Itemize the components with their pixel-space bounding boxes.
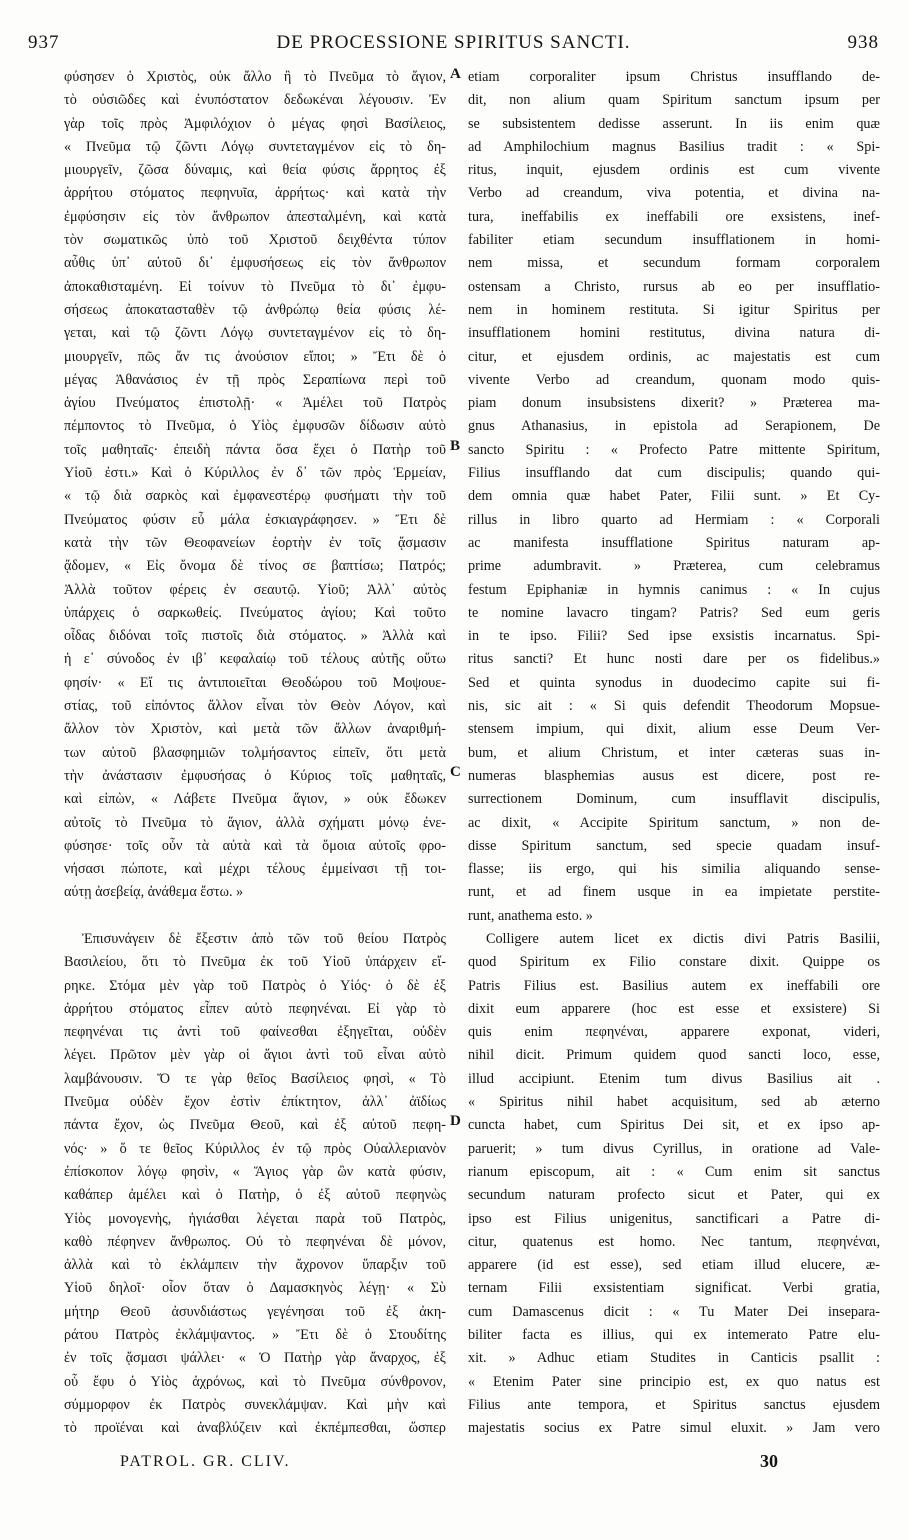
greek-text-line: ἐπίσκοπον λόγῳ φησὶν, « Ἅγιος γὰρ ὢν κατὰ φύσιν, xyxy=(64,1163,446,1180)
greek-text-line: Υἱοῦ δηλοῖ· οἷον ὅταν ὁ Δαμασκηνὸς λέγῃ· « Σὺ xyxy=(64,1280,446,1297)
latin-text-line: prime adumbravit. » Præterea, cum celebramus xyxy=(468,558,880,575)
margin-letter-b: B xyxy=(450,438,461,454)
greek-text-line: οὗ ἔφυ ὁ Υἱὸς ἀχρόνως, καὶ τὸ Πνεῦμα σύνθρονον, xyxy=(64,1373,446,1390)
greek-text-line: σήσεως ἀποκατασταθὲν τῷ ἀνθρώπῳ θεία φύσις λέ- xyxy=(64,301,446,318)
latin-text-line: « Etenim Pater sine principio est, ex quo natus est xyxy=(468,1373,880,1390)
margin-letter-c: C xyxy=(450,764,461,780)
latin-text-line: secundum naturam profecto sicut et Pater, qui ex xyxy=(468,1187,880,1204)
greek-text-line: νήσασι πώποτε, καὶ μέχρι τέλους ἐμμείνασι τῇ τοι- xyxy=(64,861,446,878)
greek-text-line: γὰρ τοῖς πρὸς Ἀμφιλόχιον ὁ μέγας φησὶ Βασίλειος, xyxy=(64,115,446,132)
latin-text-line: ad Amphilochium magnus Basilius tradit : « Spi- xyxy=(468,138,880,155)
latin-text-line: illud accipiunt. Etenim tum divus Basilius ait . xyxy=(468,1070,880,1087)
latin-text-line: ternam Filii exsistentiam significat. Verbi gratia, xyxy=(468,1280,880,1297)
latin-text-line: vivente Verbo ad creandum, quonam modo quis- xyxy=(468,371,880,388)
greek-text-line: Υἱὸς μονογενὴς, ἡγιάσθαι λέγεται παρὰ τοῦ Πατρὸς, xyxy=(64,1210,446,1227)
greek-text-line: Υἱοῦ ἐστι.» Καὶ ὁ Κύριλλος ἐν δ᾽ τῶν πρὸς Ἑρμείαν, xyxy=(64,465,446,482)
greek-text-line: μιουργεῖν, πῶς ἄν τις ἀνούσιον εἴποι; » Ἔτι δὲ ὁ xyxy=(64,348,446,365)
greek-text-line: ἁγίου Πνεύματος ἐπιστολῇ· « Ἀμέλει τοῦ Πατρὸς xyxy=(64,395,446,412)
footer-series-label: PATROL. GR. CLIV. xyxy=(120,1453,291,1470)
latin-text-line: sancto Spiritu : « Profecto Patre mittente Spiritum, xyxy=(468,441,880,458)
latin-text-line: te nomine lavacro tingam? Patris? Sed eum geris xyxy=(468,604,880,621)
latin-text-line: paruerit; » tum divus Cyrillus, in oratione ad Vale- xyxy=(468,1140,880,1157)
greek-text-line: καὶ εἰπὼν, « Λάβετε Πνεῦμα ἅγιον, » οὐκ ἔδωκεν xyxy=(64,791,446,808)
latin-text-line: « Spiritus nihil habet acquisitum, sed ab æterno xyxy=(468,1094,880,1111)
greek-text-line: ἐν τοῖς ᾄσμασι ψάλλει· « Ὁ Πατὴρ γὰρ ἄναρχος, ἐξ xyxy=(64,1350,446,1367)
page-number-left: 937 xyxy=(28,32,60,53)
latin-text-line: cum Damascenus dicit : « Tu Mater Dei insepara- xyxy=(468,1303,880,1320)
greek-text-line: τὸν σωματικῶς ὑπὸ τοῦ Χριστοῦ δειχθέντα τύπον xyxy=(64,232,446,249)
greek-text-line: φύσησε· τοῖς οὖν τὰ αὐτὰ καὶ τὰ ὅμοια αὐτοῖς φρο- xyxy=(64,837,446,854)
running-title: DE PROCESSIONE SPIRITUS SANCTI. xyxy=(276,32,631,53)
latin-text-line: biliter facta es illius, qui ex intemerato Patre elu- xyxy=(468,1327,880,1344)
latin-text-line: rillus in libro quarto ad Hermiam : « Corporali xyxy=(468,511,880,528)
latin-text-line: Verbo ad creandum, viva potentia, et divina na- xyxy=(468,185,880,202)
latin-text-line: nihil dicit. Primum quidem quod sancti loco, esse, xyxy=(468,1047,880,1064)
greek-text-line: « Πνεῦμα τῷ ζῶντι Λόγῳ συντεταγμένον εἰς τὸ δη- xyxy=(64,138,446,155)
latin-text-line: cuncta habet, cum Spiritus Dei sit, et ex ipso ap- xyxy=(468,1117,880,1134)
latin-text-line: citur, quatenus est homo. Nec tantum, πεφηνέναι, xyxy=(468,1233,880,1250)
latin-text-line: surrectionem Dominum, cum insufflavit discipulis, xyxy=(468,791,880,808)
greek-text-line: ἀρρήτου στόματος εἶπεν αὐτὸ πεφηνέναι. Εἰ γὰρ τὸ xyxy=(64,1000,446,1017)
greek-text-line: στίας, τοῦ εἰπόντος ἄλλον εἶναι τὸν Θεὸν Λόγον, καὶ xyxy=(64,698,446,715)
greek-text-line: Βασιλείου, ὅτι τὸ Πνεῦμα ἐκ τοῦ Υἱοῦ ὑπάρχειν εἴ- xyxy=(64,954,446,971)
greek-text-line: πάντα ἔχον, ὡς Πνεῦμα Θεοῦ, καὶ ἐξ αὐτοῦ πεφη- xyxy=(64,1117,446,1134)
latin-text-line: stensem impium, qui dixit, alium esse Deum Ver- xyxy=(468,721,880,738)
latin-text-line: dixit eum apparere (hoc est esse et exsistere) Si xyxy=(468,1000,880,1017)
greek-text-line: ἀρρήτου στόματος πεφηνυῖα, ἀρρήτως· καὶ κατὰ τὴν xyxy=(64,185,446,202)
latin-text-line: quis enim πεφηνέναι, apparere exponat, videri, xyxy=(468,1024,880,1041)
greek-text-line: μήτηρ Θεοῦ ἀσυνδιάστως γεγένησαι τοῦ ἐξ ἀκη- xyxy=(64,1303,446,1320)
latin-text-line: Filius insufflando dat cum discipulis; quando qui- xyxy=(468,465,880,482)
greek-text-line: Ἀλλὰ τοῦτον φέρεις ἐν σεαυτῷ. Υἱοῦ; Ἀλλ᾽ αὐτὸς xyxy=(64,581,446,598)
latin-text-line: citur, et ejusdem ordinis, ac majestatis est cum xyxy=(468,348,880,365)
latin-text-line: ipso est Filius unigenitus, sanctificari a Patre di- xyxy=(468,1210,880,1227)
latin-text-line: xit. » Adhuc etiam Studites in Canticis psallit : xyxy=(468,1350,880,1367)
latin-text-line: Colligere autem licet ex dictis divi Patris Basilii, xyxy=(486,930,880,947)
greek-text-line: καθάπερ ἀμέλει καὶ ὁ Πατὴρ, ὁ ἐξ αὐτοῦ πεφηνὼς xyxy=(64,1187,446,1204)
latin-text-line: tura, ineffabilis ex ineffabili ore exsistens, inef- xyxy=(468,208,880,225)
latin-text-line: ritus, inquit, ejusdem ordinis est cum vivente xyxy=(468,162,880,179)
greek-text-line: αύτῃ ἀσεβείᾳ, ἀνάθεμα ἔστω. » xyxy=(64,884,244,901)
latin-text-line: se subsistentem dedisse asserunt. In iis enim quæ xyxy=(468,115,880,132)
greek-text-line: ράτου Πατρὸς ἐκλάμψαντος. » Ἔτι δὲ ὁ Στουδίτης xyxy=(64,1327,446,1344)
latin-text-line: in te ipso. Filii? Sed ipse exsistis incarnatus. Spi- xyxy=(468,628,880,645)
latin-text-line: runt, et ad finem usque in ea impietate perstite- xyxy=(468,884,880,901)
greek-text-line: λαμβάνουσιν. Ὅ τε γὰρ θεῖος Βασίλειος φησὶ, « Τὸ xyxy=(64,1070,446,1087)
latin-text-line: flasse; iis ergo, qui his similia aliquando sense- xyxy=(468,861,880,878)
page-number-right: 938 xyxy=(847,32,879,53)
greek-text-line: σύμμορφον ἐκ Πατρὸς συνεκλάμψαν. Καὶ μὴν καὶ xyxy=(64,1396,446,1413)
latin-text-line: rianum episcopum, ait : « Cum enim sit sanctus xyxy=(468,1163,880,1180)
latin-text-line: insufflationem homini restitutus, divina natura di- xyxy=(468,325,880,342)
latin-text-line: Filius ante tempora, et Spiritus sanctus ejusdem xyxy=(468,1396,880,1413)
greek-text-line: « τῷ διὰ σαρκὸς καὶ ἐμφανεστέρῳ φυσήματι τὴν τοῦ xyxy=(64,488,446,505)
greek-text-column xyxy=(64,66,446,1441)
latin-text-line: numeras blasphemias ausus est dicere, post re- xyxy=(468,767,880,784)
greek-text-line: αὖθις ὑπ᾽ αὐτοῦ δι᾽ ἐμφυσήσεως εἰς τὸν ἄνθρωπον xyxy=(64,255,446,272)
latin-text-line: nis, sic ait : « Si quis defendit Theodorum Mopsue- xyxy=(468,698,880,715)
greek-text-line: νός· » ὅ τε θεῖος Κύριλλος ἐν τῷ πρὸς Οὐαλλεριανὸν xyxy=(64,1140,446,1157)
latin-text-line: dit, non alium quam Spiritum sanctum ipsum per xyxy=(468,92,880,109)
greek-text-line: μιουργεῖν, ζῶσα δύναμις, καὶ θεία φύσις ἄρρητος ἐξ xyxy=(64,162,446,179)
greek-text-line: αὐτοῖς τὸ Πνεῦμα τὸ ἅγιον, ἀλλὰ σχήματι μόνῳ ἐνε- xyxy=(64,814,446,831)
latin-text-line: ac manifesta insufflatione Spiritus naturam ap- xyxy=(468,534,880,551)
latin-text-line: ac dixit, « Accipite Spiritum sanctum, » non de- xyxy=(468,814,880,831)
latin-text-line: ritus sancti? Et hunc nosti dare per os fidelibus.» xyxy=(468,651,880,668)
greek-text-line: πεφηνέναι τις ἀντὶ τοῦ φαίνεσθαι ἐξηγεῖται, οὐδὲν xyxy=(64,1024,446,1041)
greek-text-line: ὑπάρχεις ὁ σαρκωθείς. Πνεύματος ἁγίου; Καὶ τοῦτο xyxy=(64,604,446,621)
latin-text-line: Sed et quinta synodus in duodecimo capite sui fi- xyxy=(468,674,880,691)
latin-text-line: fabiliter etiam secundum insufflationem in homi- xyxy=(468,232,880,249)
latin-text-line: apparere (id est esse), sed etiam illud elucere, æ- xyxy=(468,1257,880,1274)
greek-text-line: οἶδας διδόναι τοῖς πιστοῖς διὰ στόματος. » Ἀλλὰ καὶ xyxy=(64,628,446,645)
greek-text-line: ᾄδομεν, « Εἰς ὄνομα δὲ τίνος σε βαπτίσω; Πατρός; xyxy=(64,558,446,575)
greek-text-line: ἀποκαθισταμένη. Εἰ τοίνυν τὸ Πνεῦμα τὸ δι᾽ ἐμφυ- xyxy=(64,278,446,295)
latin-text-line: gnus Athanasius, in epistola ad Serapionem, De xyxy=(468,418,880,435)
latin-text-line: festum Epiphaniæ in hymnis canimus : « In cujus xyxy=(468,581,880,598)
latin-text-line: disse Spiritum sanctum, sed specie quadam insuf- xyxy=(468,837,880,854)
footer-signature-number: 30 xyxy=(760,1451,778,1471)
latin-text-line: ostensam a Christo, rursus ab eo per insufflatio- xyxy=(468,278,880,295)
greek-text-line: Πνεύματος φύσιν εὖ μάλα ἐσκιαγράφησεν. » Ἔτι δὲ xyxy=(64,511,446,528)
greek-text-line: τοῖς μαθηταῖς· ἐπειδὴ πάντα ὅσα ἔχει ὁ Πατὴρ τοῦ xyxy=(64,441,446,458)
margin-letter-a: A xyxy=(450,66,461,82)
margin-letter-d: D xyxy=(450,1113,461,1129)
greek-paragraph-break xyxy=(64,905,446,928)
latin-text-line: Patris Filius est. Basilius autem ex ineffabili ore xyxy=(468,977,880,994)
latin-text-line: dem omnia quæ habet Pater, Filii sunt. » Et Cy- xyxy=(468,488,880,505)
greek-text-line: γεται, καὶ τῷ ζῶντι Λόγῳ συντεταγμένον εἰς τὸ δη- xyxy=(64,325,446,342)
running-header xyxy=(28,32,879,56)
greek-text-line: τὴν ἀνάστασιν ἐμφυσήσας ὁ Κύριος τοῖς μαθηταῖς, xyxy=(64,767,446,784)
greek-text-line: Πνεῦμα οὐδὲν ἔχον ἐστὶν ἐπίκτητον, ἀλλ᾽ ἀϊδίως xyxy=(64,1094,446,1111)
greek-text-line: ἄλλον τὸν Χριστὸν, καὶ μετὰ τῶν ἄλλων ἀναριθμή- xyxy=(64,721,446,738)
latin-text-line: nem in hominem restituta. Si igitur Spiritus per xyxy=(468,301,880,318)
greek-text-line: τὸ προϊέναι καὶ ἀναβλύζειν καὶ ἐκπέμπεσθαι, ὥσπερ xyxy=(64,1420,446,1437)
latin-text-line: etiam corporaliter ipsum Christus insufflando de- xyxy=(468,69,880,85)
latin-text-line: piam donum insubsistens dixerit? » Præterea ma- xyxy=(468,395,880,412)
greek-text-line: ἡ ε᾽ σύνοδος ἐν ιβ᾽ κεφαλαίῳ τοῦ τέλους αὐτῆς οὕτω xyxy=(64,651,446,668)
greek-text-line: μέγας Ἀθανάσιος ἐν τῇ πρὸς Σεραπίωνα περὶ τοῦ xyxy=(64,371,446,388)
greek-text-line: φύσησεν ὁ Χριστὸς, οὐκ ἄλλο ἢ τὸ Πνεῦμα τὸ ἅγιον, xyxy=(64,69,446,85)
greek-text-line: πέμποντος τὸ Πνεῦμα, ὁ Υἱὸς ἐμφυσῶν δίδωσιν αὐτὸ xyxy=(64,418,446,435)
greek-text-line: τὸ οὐσιῶδες καὶ ἐνυπόστατον δεδωκέναι λέγουσιν. Ἐν xyxy=(64,92,446,109)
greek-text-line: ἀλλὰ καὶ τὸ ἐκλάμπειν τὴν ἄχρονον ὕπαρξιν τοῦ xyxy=(64,1257,446,1274)
greek-text-line: λέγει. Πρῶτον μὲν γὰρ οἱ ἅγιοι ἀντὶ τοῦ εἶναι αὐτὸ xyxy=(64,1047,446,1064)
greek-text-line: ἐμφύσησιν εἰς τὸν ἄνθρωπον ἀπεσταλμένη, καὶ κατὰ xyxy=(64,208,446,225)
greek-text-line: καθὸ πέφηνεν ἄνθρωπος. Οὐ τὸ πεφηνέναι δὲ μόνον, xyxy=(64,1233,446,1250)
latin-text-line: nem missa, et secundum formam corporalem xyxy=(468,255,880,272)
greek-text-line: των αὐτοῦ βλασφημιῶν τολμήσαντος εἰπεῖν, ὅτι μετὰ xyxy=(64,744,446,761)
greek-text-line: φησίν· « Εἴ τις ἀντιποιεῖται Θεοδώρου τοῦ Μοψουε- xyxy=(64,674,446,691)
latin-text-line: majestatis socius ex Patre simul eluxit. » Jam vero xyxy=(468,1420,880,1437)
greek-text-line: κατὰ τὴν τῶν Θεοφανείων ἑορτὴν ἐν τοῖς ᾄσμασιν xyxy=(64,534,446,551)
latin-text-column xyxy=(468,66,880,1441)
latin-text-line: runt, anathema esto. » xyxy=(468,907,593,924)
latin-text-line: bum, et alium Christum, et inter cæteras suas in- xyxy=(468,744,880,761)
latin-text-line: quod Spiritum ex Filio constare dixit. Quippe os xyxy=(468,954,880,971)
greek-text-line: Ἐπισυνάγειν δὲ ἔξεστιν ἀπὸ τῶν τοῦ θείου Πατρὸς xyxy=(82,930,446,947)
greek-text-line: ρηκε. Στόμα μὲν γὰρ τοῦ Πατρὸς ὁ Υἱός· ὁ δὲ ἐξ xyxy=(64,977,446,994)
